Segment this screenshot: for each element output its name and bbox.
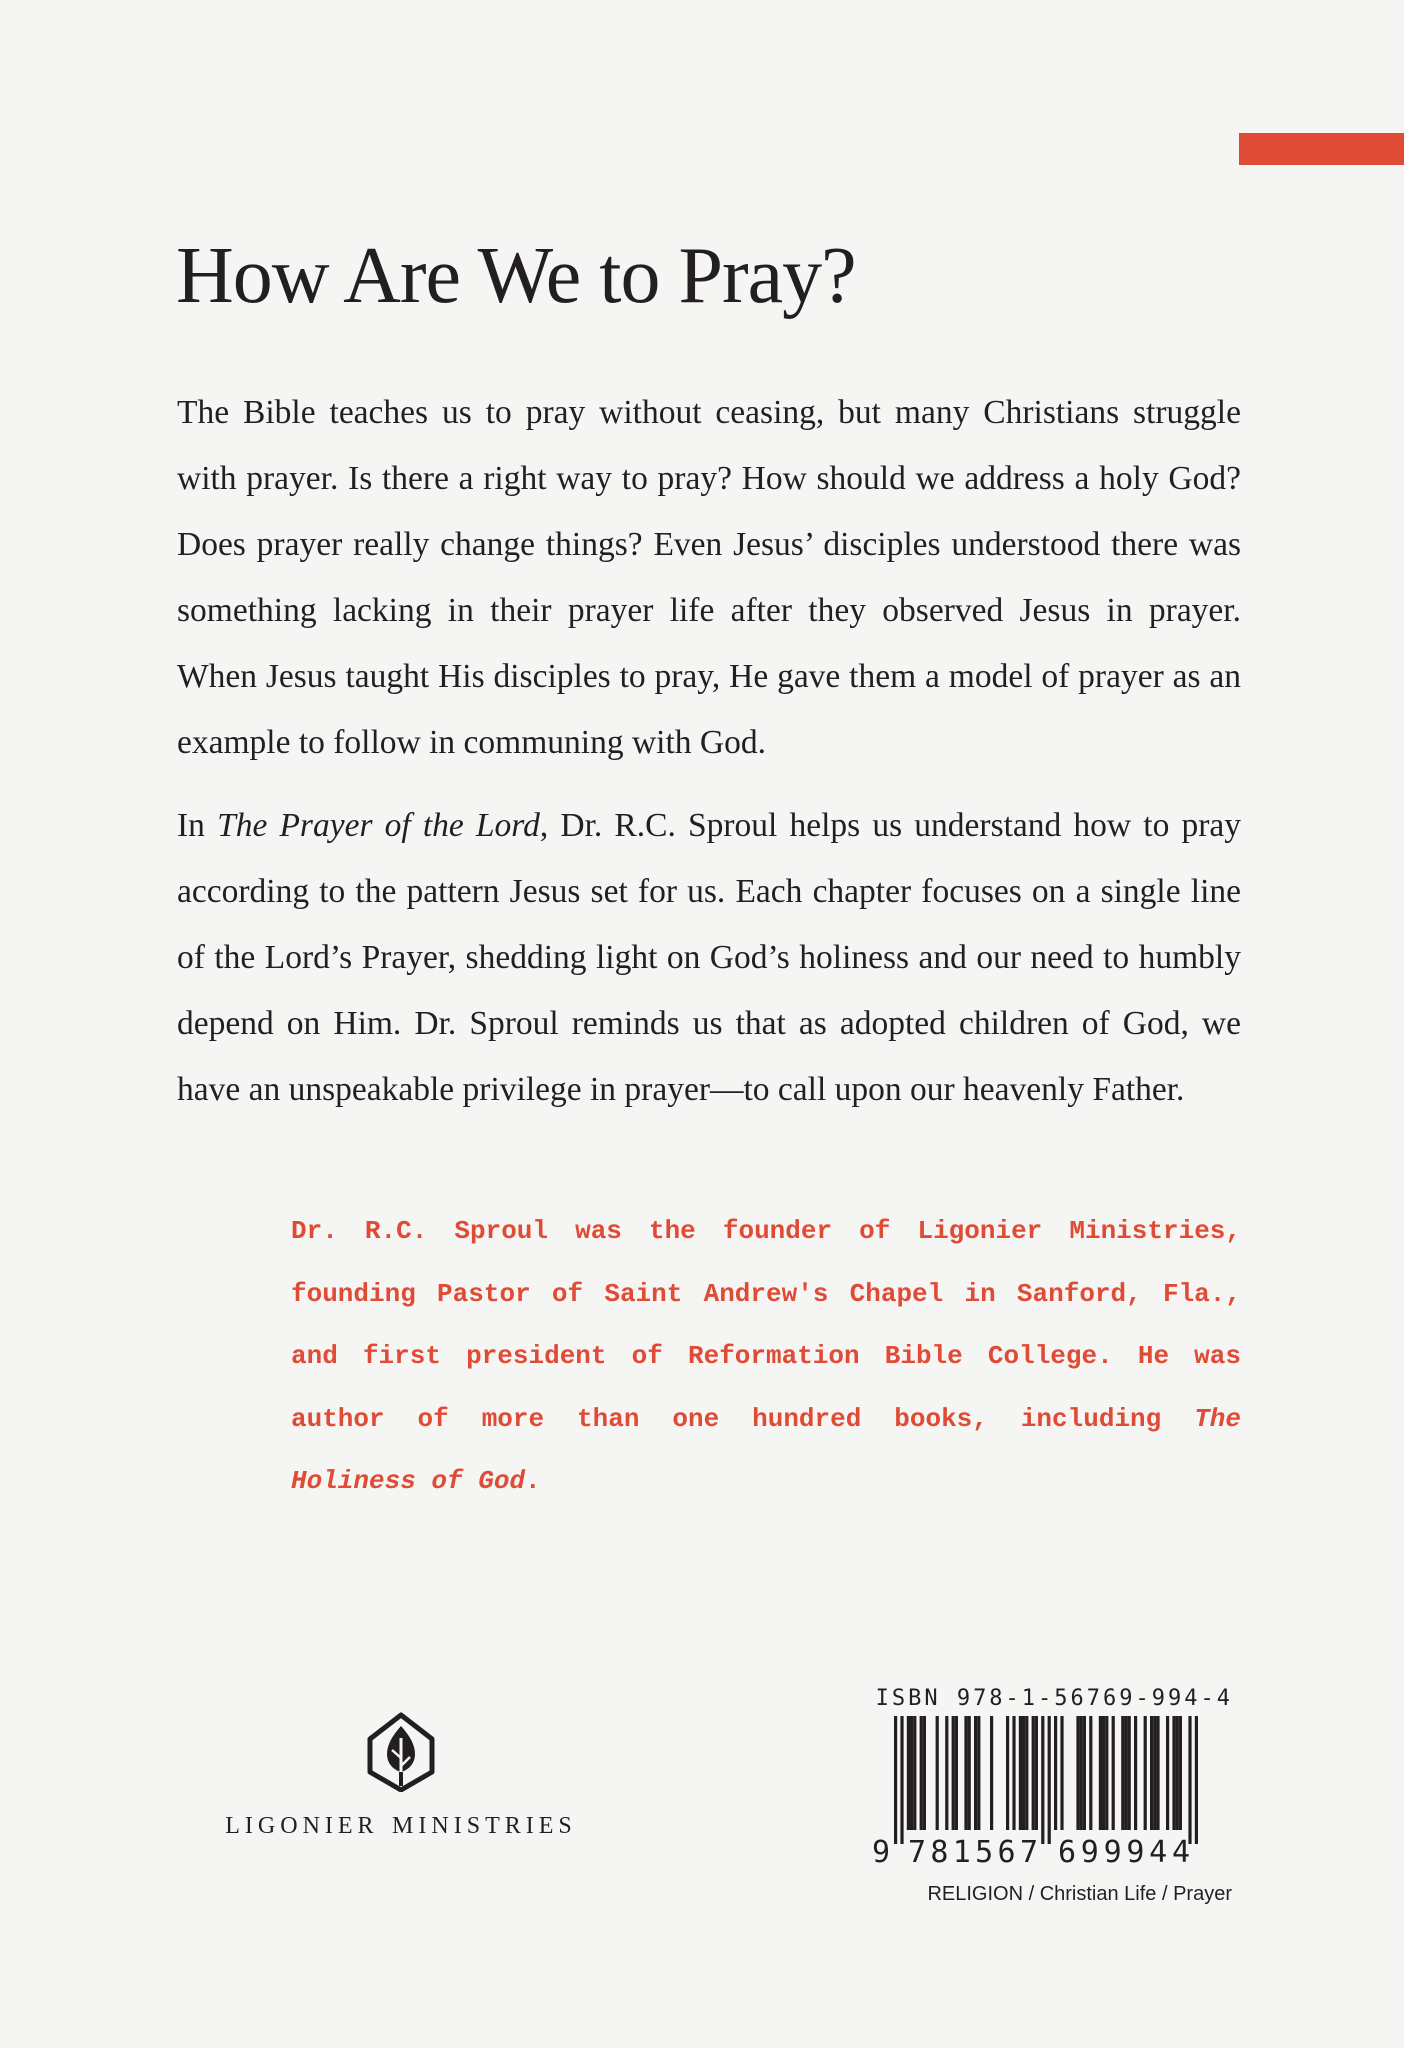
barcode-bar — [1060, 1716, 1063, 1830]
barcode-bar — [1102, 1716, 1105, 1830]
barcode-digits-right: 699944 — [1058, 1835, 1190, 1866]
book-title-reference: The Prayer of the Lord — [217, 807, 540, 844]
barcode-bar — [1099, 1716, 1102, 1830]
barcode-bar — [923, 1716, 926, 1830]
barcode-bar — [1019, 1716, 1022, 1830]
barcode-bar — [900, 1716, 903, 1844]
barcode-bar — [1105, 1716, 1108, 1830]
barcode-bar — [920, 1716, 923, 1830]
barcode-bar — [964, 1716, 967, 1830]
barcode — [868, 1716, 1238, 1866]
category-label: RELIGION / Christian Life / Prayer — [927, 1883, 1232, 1905]
barcode-bar — [1121, 1716, 1124, 1830]
barcode-bar — [1041, 1716, 1044, 1844]
description-paragraph-1: The Bible teaches us to pray without ceasing, but many Christians struggle with prayer. Is there a right way to pray? How should we address a holy God? Does prayer really change things? Even Jesus’ disciples understood there was something lacking in their prayer life after they observed Jesus in prayer. When Jesus taught His disciples to pray, He gave them a model of prayer as an example to follow in communing with God. — [177, 394, 1241, 761]
barcode-bar — [977, 1716, 980, 1830]
barcode-bar — [907, 1716, 910, 1830]
barcode-bar — [945, 1716, 948, 1830]
barcode-bar — [1035, 1716, 1038, 1830]
barcode-bar — [1022, 1716, 1025, 1830]
barcode-bar — [913, 1716, 916, 1830]
barcode-bar — [1134, 1716, 1137, 1830]
barcode-bar — [1112, 1716, 1115, 1830]
barcode-bar — [1089, 1716, 1092, 1830]
barcode-block — [868, 1686, 1238, 1866]
barcode-bar — [910, 1716, 913, 1830]
barcode-bar — [1176, 1716, 1179, 1830]
barcode-bar — [1012, 1716, 1015, 1830]
barcode-bar — [894, 1716, 897, 1844]
accent-bar — [1239, 133, 1404, 165]
publisher-name: ligonier ministries — [225, 1804, 577, 1841]
barcode-bar — [1172, 1716, 1175, 1830]
barcode-bar — [990, 1716, 993, 1830]
barcode-bar — [968, 1716, 971, 1830]
barcode-bar — [974, 1716, 977, 1830]
barcode-bar — [1054, 1716, 1057, 1830]
paragraph-2-lead: In — [177, 807, 218, 844]
barcode-bar — [1032, 1716, 1035, 1830]
barcode-bar — [1128, 1716, 1131, 1830]
barcode-bar — [1144, 1716, 1147, 1830]
tree-emblem-icon — [366, 1712, 436, 1792]
author-bio-end: . — [525, 1466, 541, 1496]
barcode-bar — [936, 1716, 939, 1830]
barcode-bar — [1179, 1716, 1182, 1830]
barcode-bar — [1006, 1716, 1009, 1830]
barcode-first-digit: 9 — [872, 1835, 891, 1866]
barcode-bar — [1195, 1716, 1198, 1844]
barcode-bar — [1048, 1716, 1051, 1844]
barcode-bar — [1025, 1716, 1028, 1830]
paragraph-2-rest: , Dr. R.C. Sproul helps us understand how to pray according to the pattern Jesus set for us. Each chapter focuses on a single line of the Lord’s Prayer, shedding light on God’s holiness and our need to humbly depend on Him. Dr. Sproul reminds us that as adopted children of God, we have an unspeakable privilege in prayer—to call upon our heavenly Father. — [177, 807, 1242, 1108]
page-title: How Are We to Pray? — [176, 232, 856, 320]
barcode-bar — [1080, 1716, 1083, 1830]
barcode-bar — [1076, 1716, 1079, 1830]
author-book-title: The Holiness of God — [291, 1403, 1241, 1496]
publisher-logo — [176, 1712, 626, 1842]
description — [177, 380, 1241, 1140]
barcode-bar — [1150, 1716, 1153, 1830]
isbn-label: ISBN 978-1-56769-994-4 — [875, 1686, 1233, 1711]
description-paragraph-2 — [177, 793, 1241, 1123]
barcode-bar — [1166, 1716, 1169, 1830]
barcode-digits-left: 781567 — [908, 1835, 1038, 1866]
author-bio — [291, 1200, 1241, 1513]
barcode-bar — [952, 1716, 955, 1830]
barcode-bar — [955, 1716, 958, 1830]
barcode-bar — [1156, 1716, 1159, 1830]
author-bio-text: Dr. R.C. Sproul was the founder of Ligonier Ministries, founding Pastor of Saint Andrew's Chapel in Sanford, Fla., and first president of Reformation Bible College. He was author of more than one hundred books, including — [291, 1216, 1241, 1434]
barcode-bar — [1124, 1716, 1127, 1830]
barcode-bar — [1153, 1716, 1156, 1830]
barcode-bar — [1188, 1716, 1191, 1844]
barcode-bar — [1083, 1716, 1086, 1830]
